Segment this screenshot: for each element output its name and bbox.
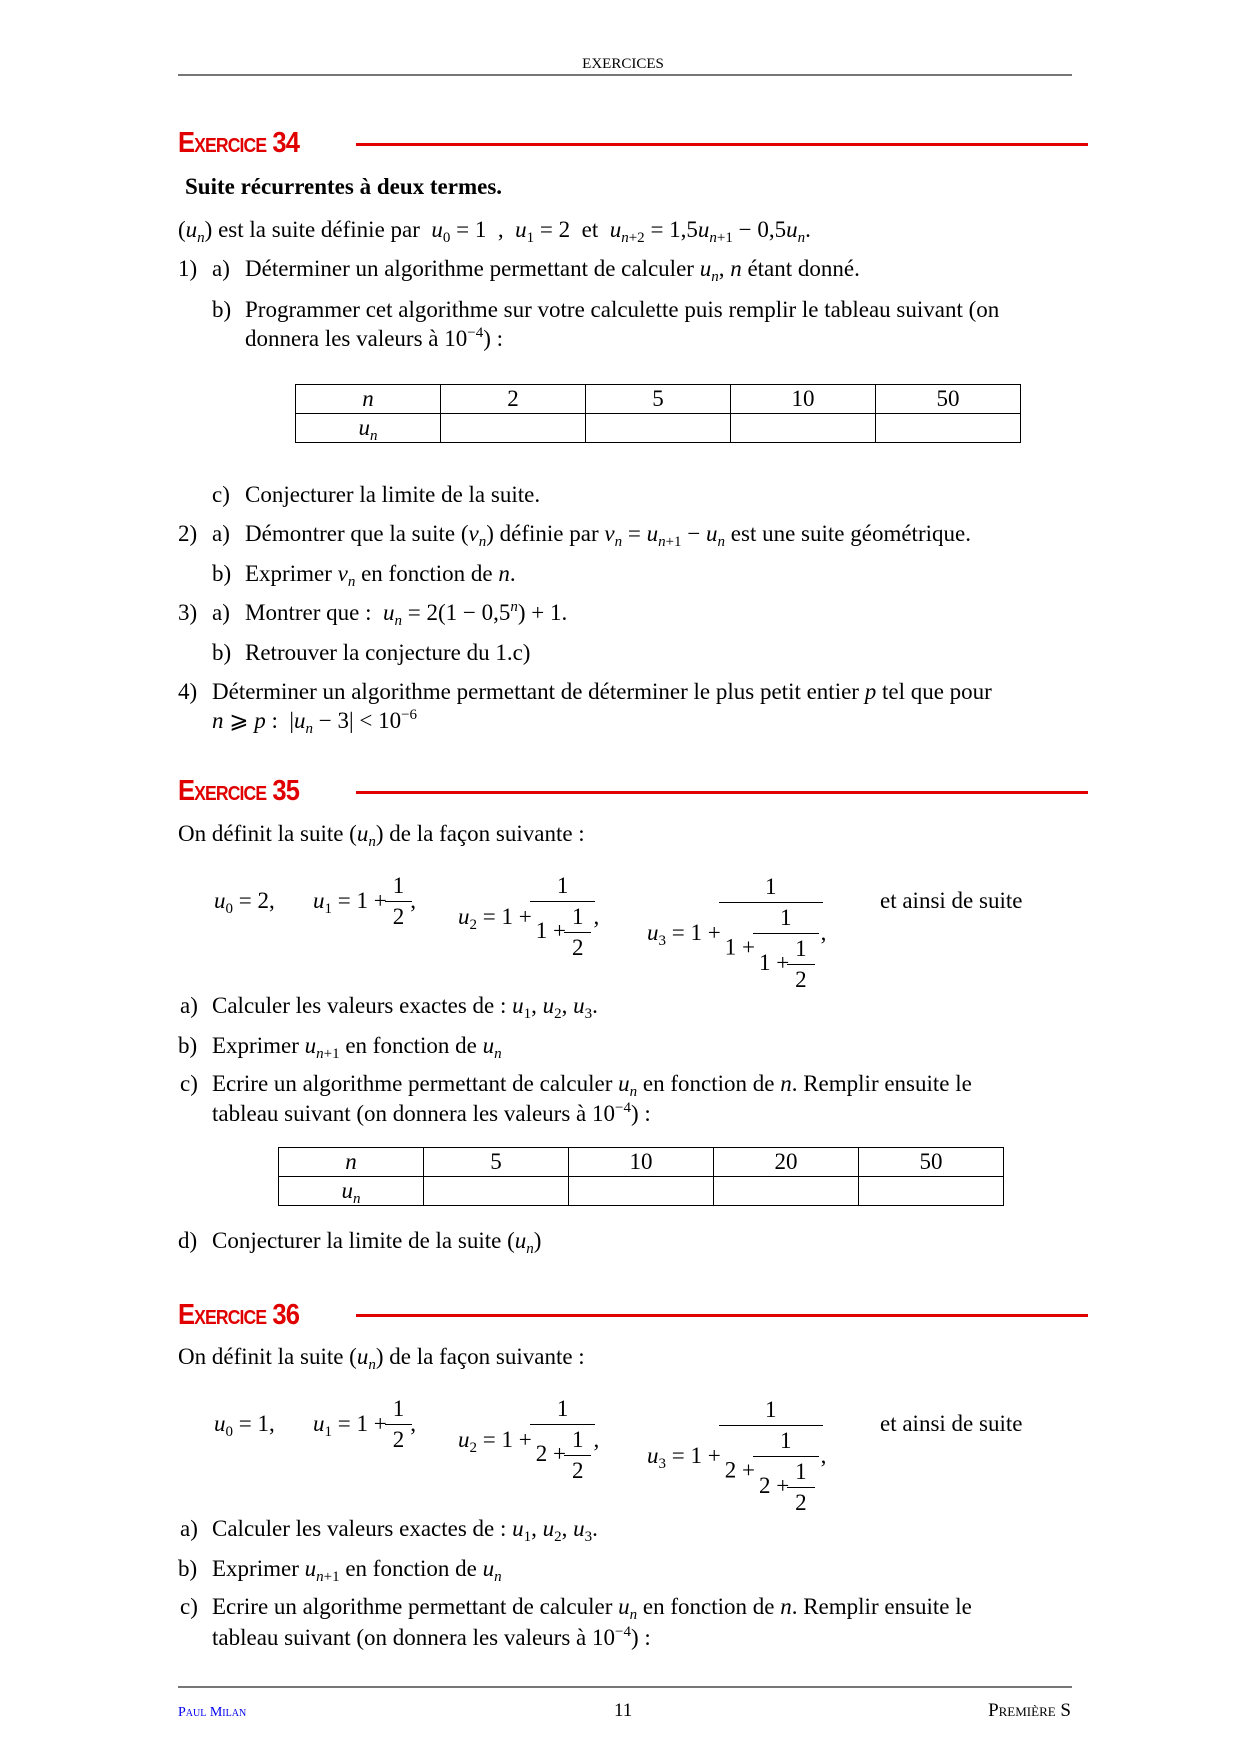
q2a-label: a) xyxy=(212,521,230,546)
numerator: 1 xyxy=(385,1394,413,1425)
fraction xyxy=(791,1457,811,1518)
comma: , xyxy=(593,904,600,929)
q4-text-line1: Déterminer un algorithme permettant de déterminer le plus petit entier p tel que pour xyxy=(212,679,992,704)
q1c-label: c) xyxy=(212,482,230,507)
fraction xyxy=(757,1426,815,1518)
q35b-text: Exprimer $u_{n+1}$ en fonction de $u_n$ xyxy=(212,1033,502,1062)
q4-text-line2: n ⩾ p : $|u_n - 3| < 10^{-6}$ xyxy=(212,707,418,737)
fraction xyxy=(534,1394,592,1486)
q2b-text: Exprimer $v_n$ en fonction de n. xyxy=(245,561,516,590)
numerator: 1 xyxy=(719,1395,823,1426)
q1c-text: Conjecturer la limite de la suite. xyxy=(245,482,541,507)
numerator: 1 xyxy=(787,934,815,965)
q36c-label: c) xyxy=(180,1594,198,1619)
table-row xyxy=(296,385,1021,414)
denominator xyxy=(534,902,592,963)
table-cell-empty xyxy=(441,414,586,443)
etc-text: et ainsi de suite xyxy=(880,1411,1023,1436)
table-cell: n xyxy=(296,385,441,414)
exercise-35-rule xyxy=(356,791,1088,794)
table-cell: 20 xyxy=(714,1148,859,1177)
term: 1 + xyxy=(724,933,755,959)
q1a-text: Déterminer un algorithme permettant de calculer $u_n$, n étant donné. xyxy=(245,256,860,285)
denominator xyxy=(723,1426,819,1518)
comma: , xyxy=(593,1427,600,1452)
q1-number: 1) xyxy=(178,256,198,281)
numerator: 1 xyxy=(530,871,596,902)
values-table-34 xyxy=(295,384,1021,443)
footer-rule xyxy=(178,1686,1072,1688)
fraction xyxy=(757,903,815,995)
table-cell: $u_n$ xyxy=(296,414,441,443)
q35c-text-line1: Ecrire un algorithme permettant de calculer $u_n$ en fonction de n. Remplir ensuite le xyxy=(212,1071,972,1100)
exercise-34-subtitle: Suite récurrentes à deux termes. xyxy=(185,174,503,199)
q35a-text: Calculer les valeurs exactes de : $u_1$, $u_2$, $u_3$. xyxy=(212,993,598,1022)
exercise-35-intro: On définit la suite $(u_n)$ de la façon suivante : xyxy=(178,821,585,850)
term: 1 + xyxy=(535,917,566,943)
q35c-text-line2: tableau suivant (on donnera les valeurs à $10^{-4}$) : xyxy=(212,1100,651,1126)
table-cell: 2 xyxy=(441,385,586,414)
exercise-34-title: Exercice 34 xyxy=(178,127,300,159)
q35d-label: d) xyxy=(178,1228,198,1253)
numerator: 1 xyxy=(564,902,592,933)
q35a-label: a) xyxy=(180,993,198,1018)
u2-definition xyxy=(458,868,599,966)
numerator: 1 xyxy=(564,1425,592,1456)
fraction xyxy=(723,1395,819,1518)
table-cell: 10 xyxy=(731,385,876,414)
numerator: 1 xyxy=(385,871,413,902)
q1b-text-line2: donnera les valeurs à $10^{-4}$) : xyxy=(245,325,504,351)
fraction xyxy=(534,871,592,963)
running-header: EXERCICES xyxy=(582,56,664,72)
u2-lhs: $u_2 = 1$ + xyxy=(458,904,532,933)
fraction xyxy=(791,934,811,995)
denominator: 2 xyxy=(392,1426,405,1452)
q1b-text-line1: Programmer cet algorithme sur votre calculette puis remplir le tableau suivant (on xyxy=(245,297,1000,322)
q36a-text: Calculer les valeurs exactes de : $u_1$, $u_2$, $u_3$. xyxy=(212,1516,598,1545)
q3a-label: a) xyxy=(212,600,230,625)
q1a-label: a) xyxy=(212,256,230,281)
values-table-35 xyxy=(278,1147,1004,1206)
denominator: 2 xyxy=(795,966,807,992)
comma: , xyxy=(820,1443,827,1468)
table-row xyxy=(279,1148,1004,1177)
footer-level: Première S xyxy=(988,1700,1071,1721)
u2-definition xyxy=(458,1391,599,1489)
numerator: 1 xyxy=(753,1426,819,1457)
q36a-label: a) xyxy=(180,1516,198,1541)
fraction xyxy=(389,1394,409,1455)
denominator: 2 xyxy=(571,1458,584,1483)
denominator: 2 xyxy=(392,903,405,929)
footer-author: Paul Milan xyxy=(178,1705,247,1720)
table-cell-empty xyxy=(859,1177,1004,1206)
numerator: 1 xyxy=(530,1394,596,1425)
q36b-label: b) xyxy=(178,1556,198,1581)
table-cell: n xyxy=(279,1148,424,1177)
u1-definition xyxy=(313,868,416,934)
table-row xyxy=(279,1177,1004,1206)
q2a-text: Démontrer que la suite $(v_n)$ définie par $v_n = u_{n+1} - u_n$ est une suite géométrique. xyxy=(245,521,971,550)
fraction xyxy=(568,1425,588,1486)
fraction xyxy=(568,902,588,963)
u0-expression: $u_0 = 1$, xyxy=(214,1411,275,1440)
table-cell: $u_n$ xyxy=(279,1177,424,1206)
u2-lhs: $u_2 = 1$ + xyxy=(458,1427,532,1456)
q36c-text-line1: Ecrire un algorithme permettant de calculer $u_n$ en fonction de n. Remplir ensuite le xyxy=(212,1594,972,1623)
exercise-34-intro: $(u_n)$ est la suite définie par $u_0 = 1$ , $u_1 = 2$ et $u_{n+2} = 1,5u_{n+1} - 0,5u_n$. xyxy=(178,217,811,246)
u1-definition xyxy=(313,1391,416,1457)
table-cell-empty xyxy=(424,1177,569,1206)
exercise-36-intro: On définit la suite $(u_n)$ de la façon suivante : xyxy=(178,1344,585,1373)
q3b-label: b) xyxy=(212,640,232,665)
exercise-36-rule xyxy=(356,1314,1088,1317)
exercise-36-title: Exercice 36 xyxy=(178,1299,300,1331)
numerator: 1 xyxy=(753,903,819,934)
term: 2 + xyxy=(758,1472,790,1498)
denominator xyxy=(723,903,819,995)
table-cell-empty xyxy=(586,414,731,443)
table-cell: 5 xyxy=(424,1148,569,1177)
u3-definition xyxy=(647,1391,826,1521)
q2b-label: b) xyxy=(212,561,232,586)
q3b-text: Retrouver la conjecture du 1.c) xyxy=(245,640,531,665)
u1-lhs: $u_1 = 1$ + xyxy=(313,1411,387,1440)
q3-number: 3) xyxy=(178,600,198,625)
u0-definition xyxy=(214,868,275,934)
table-cell: 50 xyxy=(876,385,1021,414)
exercise-34-rule xyxy=(356,143,1088,146)
table-cell: 50 xyxy=(859,1148,1004,1177)
comma: , xyxy=(410,1411,416,1436)
table-cell: 5 xyxy=(586,385,731,414)
q35b-label: b) xyxy=(178,1033,198,1058)
u3-lhs: $u_3 = 1$ + xyxy=(647,920,721,949)
fraction xyxy=(723,872,819,995)
page-number: 11 xyxy=(614,1700,633,1721)
table-row xyxy=(296,414,1021,443)
fraction xyxy=(389,871,409,932)
table-cell-empty xyxy=(731,414,876,443)
term: 1 + xyxy=(758,949,790,975)
q3a-text: Montrer que : $u_n = 2(1 - 0,5^n) + 1$. xyxy=(245,599,568,629)
numerator: 1 xyxy=(719,872,823,903)
denominator xyxy=(757,1457,815,1518)
table-cell-empty xyxy=(569,1177,714,1206)
numerator: 1 xyxy=(787,1457,815,1488)
comma: , xyxy=(820,920,827,945)
table-cell: 10 xyxy=(569,1148,714,1177)
term: 2 + xyxy=(724,1456,755,1482)
table-cell-empty xyxy=(714,1177,859,1206)
q36c-text-line2: tableau suivant (on donnera les valeurs à $10^{-4}$) : xyxy=(212,1624,651,1650)
comma: , xyxy=(410,888,416,913)
header-rule xyxy=(178,74,1072,76)
u0-definition xyxy=(214,1391,275,1457)
denominator xyxy=(534,1425,592,1486)
q1b-label: b) xyxy=(212,297,232,322)
etc-text: et ainsi de suite xyxy=(880,888,1023,913)
term: 2 + xyxy=(535,1440,566,1466)
u0-expression: $u_0 = 2$, xyxy=(214,888,275,917)
u1-lhs: $u_1 = 1$ + xyxy=(313,888,387,917)
q36b-text: Exprimer $u_{n+1}$ en fonction de $u_n$ xyxy=(212,1556,502,1585)
denominator: 2 xyxy=(571,935,584,960)
q4-number: 4) xyxy=(178,679,198,704)
denominator xyxy=(757,934,815,995)
q35d-text: Conjecturer la limite de la suite $(u_n)$ xyxy=(212,1228,542,1257)
u3-lhs: $u_3 = 1$ + xyxy=(647,1443,721,1472)
q2-number: 2) xyxy=(178,521,198,546)
u3-definition xyxy=(647,868,826,998)
exercise-35-title: Exercice 35 xyxy=(178,775,300,807)
denominator: 2 xyxy=(795,1489,807,1515)
q35c-label: c) xyxy=(180,1071,198,1096)
table-cell-empty xyxy=(876,414,1021,443)
